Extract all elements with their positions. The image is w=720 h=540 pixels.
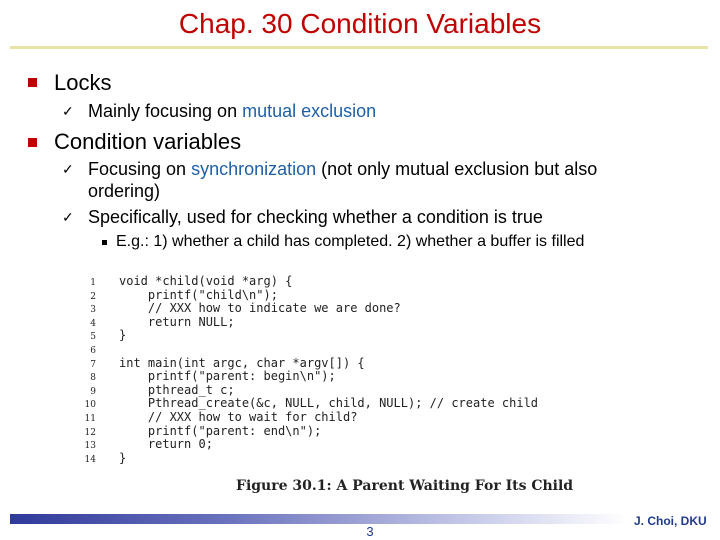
section-heading-condition-variables: Condition variables — [54, 129, 242, 154]
code-line-number: 7 — [90, 359, 96, 370]
checkmark-icon: ✓ — [62, 161, 74, 177]
code-line: // XXX how to indicate we are done? — [119, 301, 401, 316]
page-number: 3 — [366, 524, 374, 539]
code-line-number: 11 — [84, 414, 96, 424]
square-bullet-icon — [28, 78, 37, 87]
checkmark-icon: ✓ — [62, 209, 74, 225]
title-underline — [10, 46, 708, 49]
locks-point: Mainly focusing on mutual exclusion — [88, 101, 377, 121]
code-line: int main(int argc, char *argv[]) { — [119, 355, 365, 370]
square-bullet-icon — [28, 138, 37, 147]
code-line-number: 13 — [84, 441, 96, 452]
code-line-number: 1 — [90, 278, 96, 288]
code-line-number: 2 — [90, 291, 96, 302]
section-heading-locks: Locks — [54, 70, 112, 95]
code-line: return 0; — [119, 437, 213, 452]
code-line: pthread_t c; — [119, 382, 235, 397]
code-line: printf("parent: begin\n"); — [119, 369, 336, 384]
code-line: Pthread_create(&c, NULL, child, NULL); // create child — [119, 396, 539, 411]
code-line-number: 10 — [84, 400, 96, 411]
code-line: } — [119, 450, 127, 465]
code-line-number: 5 — [90, 332, 96, 343]
code-line-number: 4 — [90, 318, 96, 329]
code-line: printf("parent: end\n"); — [119, 423, 322, 438]
slide-title: Chap. 30 Condition Variables — [178, 8, 542, 39]
code-line-number: 14 — [84, 454, 96, 465]
author-label: J. Choi, DKU — [634, 514, 707, 528]
code-line-number: 3 — [90, 305, 96, 316]
code-line: return NULL; — [119, 314, 235, 329]
checkmark-icon: ✓ — [62, 103, 74, 119]
figure-caption: Figure 30.1: A Parent Waiting For Its Child — [236, 478, 574, 494]
code-line-number: 8 — [90, 373, 96, 384]
code-line: void *child(void *arg) { — [119, 274, 293, 288]
code-line-number: 9 — [90, 386, 96, 397]
code-line: // XXX how to wait for child? — [119, 410, 358, 424]
code-figure — [82, 272, 622, 472]
code-line: } — [119, 328, 127, 343]
cv-example: E.g.: 1) whether a child has completed. 2) whether a buffer is filled — [116, 233, 585, 250]
small-square-bullet-icon — [102, 240, 107, 245]
cv-point-synchronization: Focusing on synchronization (not only mutual exclusion but also ordering) — [88, 159, 598, 201]
code-line: printf("child\n"); — [119, 287, 278, 302]
code-line-number: 6 — [90, 346, 96, 356]
code-line-number: 12 — [84, 427, 96, 438]
cv-point-specifically: Specifically, used for checking whether a condition is true — [88, 207, 543, 227]
footer-gradient-bar — [10, 514, 628, 524]
